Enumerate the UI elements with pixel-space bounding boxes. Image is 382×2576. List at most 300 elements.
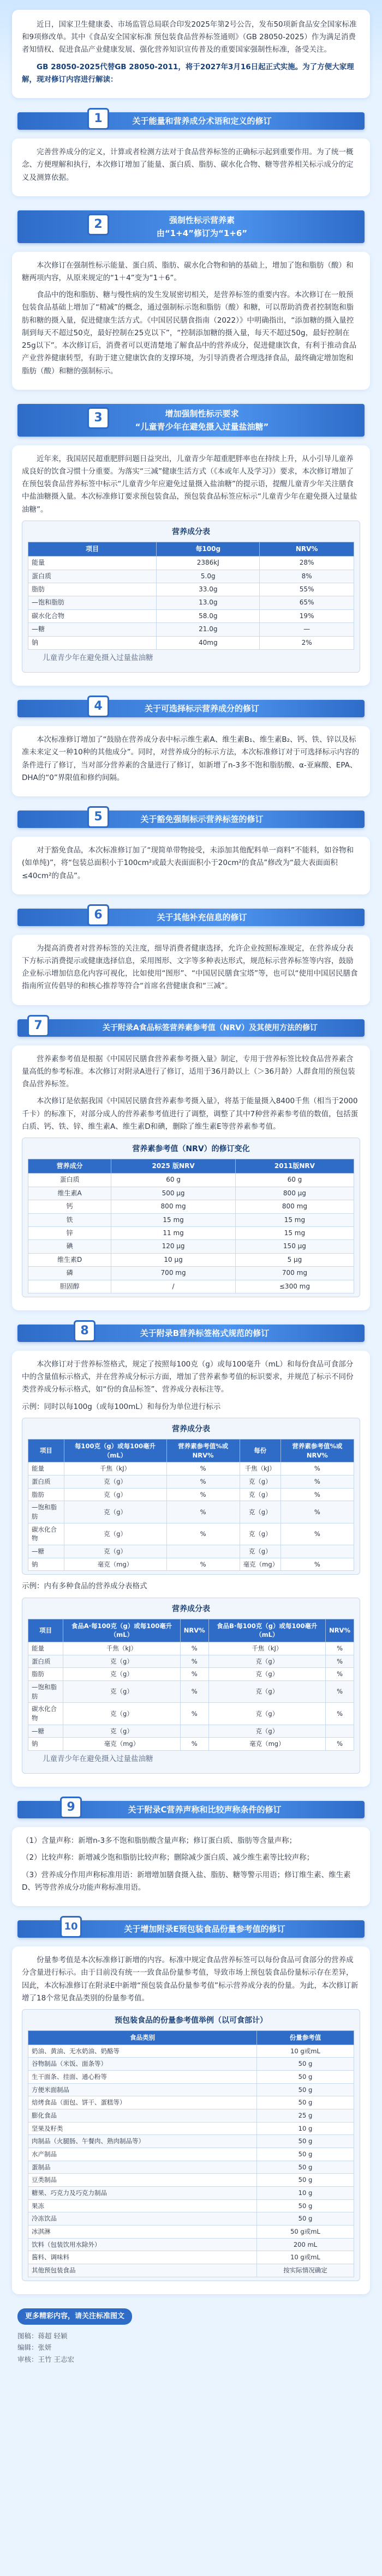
section-paragraph: 本次修订对于营养标签格式，规定了按照每100克（g）或每100毫升（mL）和每份食品可食部分中的含量值标示格式，并在营养成分标示方面，增加了营养素参考值的标识要求，并规范了标示不同份类营养成分标示格式，如“份的食品标签”、营养成分表标注等。 (22, 1359, 354, 1394)
table-row (28, 1523, 354, 1545)
table-header: 2011版NRV (235, 1159, 354, 1174)
table-row (28, 1267, 354, 1280)
section-paragraph: 为提高消费者对营养标签的关注度，细导消费者健康选择，允许企业按照标准规定，在营养成分表下方标示消费提示或健康选择信息，采用图形、文字等多种表达形式，规范标示营养标签等内容，鼓励企业标示增加信息化内容可视化，比如使用“图形”、“中国居民膳食宝塔”等，也可以“使用中国居民膳食指南所宣传倡导的和核心推荐等符合“首席名营健康食和“三减”。 (22, 944, 358, 991)
table-cell: 钠 (28, 636, 157, 649)
read-more-banner[interactable]: 更多精彩内容，请关注标准图文 (17, 2308, 132, 2325)
section-10-header (17, 1916, 365, 1941)
table-cell: 克（g） (208, 1680, 325, 1702)
table-row (28, 570, 354, 583)
table-cell: 维生素A (28, 1187, 111, 1200)
section-9-header (17, 1797, 365, 1822)
credit-line: 图稿：蒋超 轻颖 (17, 2332, 68, 2341)
table-cell: 奶油、黄油、无水奶油、奶酪等 (28, 2045, 257, 2058)
section-10-card (12, 1946, 370, 2294)
section-paragraph: 近年来，我国居民超重肥胖问题日益突出，儿童青少年超重肥胖率也在持续上升，从小引导儿童养成良好的饮食习惯十分重要。为落实“三减”健康生活方式（《本或年人及学习》）要求，本次修订增加了在预包装食品营养标签中标示“儿童青少年应避免过量摄入盐油糖”的提示语，提醒儿童青少年关注膳食中盐油糖摄入量。本次标准修订要求预包装食品，预包装食品标签应标示“儿童青少年在避免摄入过量盐油糖”。 (22, 454, 357, 514)
table-cell: 700 mg (235, 1267, 354, 1280)
table-cell: 10 μg (111, 1253, 236, 1266)
table-cell: 能量 (28, 1462, 64, 1476)
table-row (28, 1655, 354, 1668)
table-cell: 5.0g (157, 570, 260, 583)
table-header: 项目 (28, 1619, 63, 1642)
intro-highlight: GB 28050-2025代替GB 28050-2011，将于2027年3月16日起正式实施。为了方便大家理解，现对修订内容进行解读： (22, 62, 354, 84)
table-row (28, 2251, 354, 2264)
table-row (28, 2187, 354, 2200)
table-cell: 克（g） (240, 1523, 280, 1545)
table-cell: 200 mL (256, 2238, 354, 2251)
section-number: 7 (27, 1015, 49, 1037)
table-cell (180, 1725, 208, 1738)
table-cell: 8% (260, 570, 354, 583)
table-cell: 按实际情况确定 (256, 2264, 354, 2277)
table-header: 食品A·每100克（g）或每100毫升（mL） (63, 1619, 181, 1642)
table-row (28, 2174, 354, 2187)
table-row (28, 2199, 354, 2212)
table-cell: 克（g） (64, 1501, 166, 1523)
section-1-card (12, 138, 370, 196)
table-cell: — (260, 623, 354, 636)
table-cell: 蛋制品 (28, 2161, 257, 2174)
section-6-card (12, 935, 370, 1005)
table-cell: 焙烤食品（面包、饼干、蛋糕等） (28, 2096, 257, 2109)
table-cell: 克（g） (64, 1475, 166, 1488)
table-row (28, 583, 354, 596)
table-header: 2025 版NRV (111, 1159, 236, 1174)
table-cell: 克（g） (63, 1725, 181, 1738)
section-3-card (12, 445, 370, 686)
table-cell: 克（g） (240, 1475, 280, 1488)
footer (12, 2302, 370, 2371)
nrv-table (28, 1159, 354, 1293)
table-cell: 克（g） (64, 1488, 166, 1501)
section-9-card (12, 1827, 370, 1906)
table-cell: % (326, 1703, 354, 1725)
table-cell: 脂肪 (28, 1488, 64, 1501)
table-row (28, 2135, 354, 2148)
table-header: 份量参考值 (256, 2031, 354, 2045)
table-cell: % (180, 1655, 208, 1668)
table-row (28, 2109, 354, 2123)
table-row (28, 557, 354, 570)
table-cell: 坚果及籽类 (28, 2122, 257, 2135)
table-row (28, 1200, 354, 1213)
table-row (28, 1174, 354, 1187)
table-cell: 克（g） (240, 1545, 280, 1558)
table-header: 每100g (157, 542, 260, 556)
table-row (28, 2096, 354, 2109)
table-cell: % (166, 1501, 240, 1523)
table-cell: 13.0g (157, 596, 260, 609)
section-title: 关于附录C营养声称和比较声称条件的修订 (128, 1805, 282, 1815)
section-paragraph: （2）比较声称：新增减少饱和脂肪比较声称；删除减少蛋白质、减少维生素等比较声称； (22, 1853, 314, 1863)
table-title: 预包装食品的份量参考值举例（以可食部计） (115, 2016, 267, 2025)
table-cell: 谷物制品（米饭、面条等） (28, 2058, 257, 2071)
section-3-header (17, 400, 365, 440)
table-cell: 钠 (28, 1738, 63, 1751)
table-cell: 19% (260, 609, 354, 622)
format-example-table-2 (22, 1598, 360, 1774)
table-header: 每100克（g）或每100毫升（mL） (64, 1439, 166, 1462)
section-4-card (12, 726, 370, 796)
table-cell: 克（g） (208, 1703, 325, 1725)
section-5-header (17, 806, 365, 831)
table-row (28, 1545, 354, 1558)
table-cell: 毫克（mg） (208, 1738, 325, 1751)
table-cell: % (326, 1738, 354, 1751)
table-header: 每份 (240, 1439, 280, 1462)
table-cell: 碳水化合物 (28, 609, 157, 622)
table-cell: 毫克（mg） (240, 1558, 280, 1571)
table-cell: 饮料（包装饮用水除外） (28, 2238, 257, 2251)
table-cell: 15 mg (111, 1213, 236, 1226)
table-cell: % (180, 1642, 208, 1655)
table-cell: 克（g） (208, 1725, 325, 1738)
table-cell: 克（g） (240, 1501, 280, 1523)
section-title: 强制性标示营养素 由“1+4”修订为“1+6” (156, 215, 248, 238)
table-cell: 克（g） (63, 1668, 181, 1681)
table-cell: 50 g (256, 2199, 354, 2212)
table-cell: —糖 (28, 1545, 64, 1558)
section-paragraph: 本次标准修订增加了“鼓励在营养成分表中标示维生素A、维生素B₁、维生素B₂、钙、铁、锌以及标准未来定义一种10种的其他成分”。同时，对营养成分的标示方法，本次标准修订对于可选择标示内容的条件进行了修订，当对部分营养素的含量进行了修订，如新增了n-3多不饱和脂肪酸、α-亚麻酸、EPA、DHA的“0”界限值和修约间隔。 (22, 735, 360, 782)
table-cell: 50 g (256, 2058, 354, 2071)
table-cell: 脂肪 (28, 583, 157, 596)
table-row (28, 2045, 354, 2058)
section-8-header (17, 1320, 365, 1345)
section-2-card (12, 252, 370, 390)
table-cell: 酱料、调味料 (28, 2251, 257, 2264)
table-cell: 11 mg (111, 1226, 236, 1239)
table-header: 营养素参考值%或NRV% (280, 1439, 354, 1462)
table-cell: 33.0g (157, 583, 260, 596)
table-cell: 钠 (28, 1558, 64, 1571)
table-cell: % (280, 1558, 354, 1571)
table-cell: 磷 (28, 1267, 111, 1280)
table-header: 食品B·每100克（g）或每100毫升（mL） (208, 1619, 325, 1642)
table-cell: 10 g (256, 2122, 354, 2135)
table-row (28, 2238, 354, 2251)
table-cell: 冰淇淋 (28, 2226, 257, 2239)
table-row (28, 1253, 354, 1266)
table-cell: 钙 (28, 1200, 111, 1213)
format-example-table-1 (22, 1418, 360, 1575)
table-cell: 10 g或mL (256, 2045, 354, 2058)
table-title: 营养成分表 (172, 1604, 210, 1613)
table-cell: % (326, 1668, 354, 1681)
table-cell: % (180, 1738, 208, 1751)
table-cell: 60 g (111, 1174, 236, 1187)
section-number: 4 (87, 696, 109, 717)
section-paragraph: 份量参考值是本次标准修订新增的内容。标准中规定食品营养标签可以每份食品可食部分的营养成分含量进行标示。由于目前没有统一一致食品份量参考值，导致市场上预包装食品份量标示存在差异，因此，本次标准修订在附录E中新增“预包装食品份量参考值”标示营养成分表的份量。为此，本次修订新增了18个常见食品类别的份量参考值。 (22, 1956, 359, 2003)
table-cell: 碳水化合物 (28, 1523, 64, 1545)
table-cell: 蛋白质 (28, 570, 157, 583)
table-cell: 果冻 (28, 2199, 257, 2212)
table-header: NRV% (260, 542, 354, 556)
table-row (28, 1213, 354, 1226)
section-paragraph: （1）含量声称：新增n-3多不饱和脂肪酸含量声称；修订蛋白质、脂肪等含量声称； (22, 1836, 297, 1846)
table-cell: 55% (260, 583, 354, 596)
table-cell: 生干面条、挂面、通心粉等 (28, 2071, 257, 2084)
table-cell: 其他预包装食品 (28, 2264, 257, 2277)
section-7-card (12, 1045, 370, 1310)
table-cell: 脂肪 (28, 1668, 63, 1681)
table-cell: 2386kJ (157, 557, 260, 570)
table-cell: % (180, 1680, 208, 1702)
table-cell: % (326, 1642, 354, 1655)
section-paragraph: 营养素参考值是根据《中国居民膳食营养素参考摄入量》制定，专用于营养标签比较食品营养素含量高低的参考标准。本次修订对附录A进行了修订，适用于36月龄以上（＞36月龄）人群食用的预包装食品营养标签。 (22, 1054, 355, 1089)
intro-paragraph: 近日，国家卫生健康委、市场监管总局联合印发2025年第2号公告，发布50项新食品安全国家标准和9项修改单。其中《食品安全国家标准 预包装食品营养标签通则》（GB 28050-2025）作为满足消费者知情权、促进食品产业健康发展、强化营养知识宣传普及的重要国家强制性标准，备受关注。 (22, 20, 357, 55)
multi-food-nutrition-table (28, 1619, 354, 1751)
table-cell: 毫克（mg） (63, 1738, 181, 1751)
section-number: 6 (87, 904, 109, 926)
table-row (28, 1240, 354, 1253)
table-row (28, 1725, 354, 1738)
table-cell: 50 g (256, 2096, 354, 2109)
table-row (28, 1738, 354, 1751)
table-cell: 克（g） (208, 1668, 325, 1681)
section-5-card (12, 837, 370, 894)
table-cell: % (180, 1703, 208, 1725)
table-header: NRV% (180, 1619, 208, 1642)
table-cell: % (166, 1462, 240, 1476)
table-cell: 克（g） (63, 1655, 181, 1668)
table-header: 项目 (28, 1439, 64, 1462)
section-paragraph: 完善营养成分的定义，计算或者检测方法对于食品营养标签的正确标示起到重要作用。为了统一概念、方便理解和执行，本次修订增加了能量、蛋白质、脂肪、碳水化合物、糖等营养相关标示成分的定义及测算依据。 (22, 148, 354, 182)
table-row (28, 623, 354, 636)
table-cell: 800 mg (111, 1200, 236, 1213)
section-title: 关于附录A食品标签营养素参考值（NRV）及其使用方法的修订 (102, 1023, 318, 1032)
table-cell: 铁 (28, 1213, 111, 1226)
table-title: 营养成分表 (172, 1424, 210, 1434)
table-row (28, 609, 354, 622)
table-cell (280, 1545, 354, 1558)
table-cell: 千焦（kJ） (63, 1642, 181, 1655)
table-cell: —饱和脂肪 (28, 596, 157, 609)
table-title: 营养素参考值（NRV）的修订变化 (132, 1144, 250, 1153)
section-title: 关于附录B营养标签格式规范的修订 (140, 1328, 270, 1338)
section-title: 关于可选择标示营养成分的修订 (144, 704, 259, 714)
table-cell: % (180, 1668, 208, 1681)
table-row (28, 2083, 354, 2096)
table-header: 项目 (28, 542, 157, 556)
table-cell: 5 μg (235, 1253, 354, 1266)
section-number: 2 (87, 214, 109, 235)
table-title: 营养成分表 (172, 527, 210, 536)
table-cell: 50 g (256, 2212, 354, 2226)
section-number: 3 (87, 407, 109, 429)
table-cell: / (111, 1280, 236, 1293)
table-header: 营养成分 (28, 1159, 111, 1174)
table-row (28, 2122, 354, 2135)
section-1-header (17, 108, 365, 133)
table-row (28, 1501, 354, 1523)
table-row (28, 1187, 354, 1200)
section-number: 8 (74, 1320, 96, 1342)
credit-line: 审核：王竹 王志宏 (17, 2355, 74, 2363)
table-cell: 60 g (235, 1174, 354, 1187)
table-cell: 克（g） (63, 1680, 181, 1702)
table-cell: 克（g） (64, 1545, 166, 1558)
table-cell: 肉制品（火腿肠、午餐肉、熟肉制品等） (28, 2135, 257, 2148)
table-cell: 700 mg (111, 1267, 236, 1280)
table-cell: 蛋白质 (28, 1475, 64, 1488)
section-title: 增加强制性标示要求 “儿童青少年在避免摄入过量盐油糖” (135, 408, 269, 432)
nrv-change-table (22, 1138, 360, 1297)
table-cell: 豆类制品 (28, 2174, 257, 2187)
table-row (28, 1462, 354, 1476)
serving-size-table (22, 2009, 360, 2281)
table-cell: 800 mg (235, 1200, 354, 1213)
table-row (28, 1680, 354, 1702)
table-cell: 千焦（kJ） (208, 1642, 325, 1655)
table-cell: 50 g (256, 2174, 354, 2187)
table-cell: 锌 (28, 1226, 111, 1239)
nutrition-format-table (28, 1439, 354, 1571)
section-title: 关于增加附录E预包装食品份量参考值的修订 (124, 1924, 285, 1934)
nutrition-facts-table (28, 542, 354, 650)
table-cell: 蛋白质 (28, 1655, 63, 1668)
table-cell: % (326, 1655, 354, 1668)
table-cell: 方便米面制品 (28, 2083, 257, 2096)
table-row (28, 1703, 354, 1725)
section-number: 9 (60, 1797, 82, 1818)
table-cell: 15 mg (235, 1226, 354, 1239)
example-label: 示例：内有多种食品的营养成分表格式 (22, 1582, 147, 1591)
table-cell: 150 μg (235, 1240, 354, 1253)
table-cell: % (280, 1523, 354, 1545)
table-cell: —糖 (28, 623, 157, 636)
table-row (28, 1668, 354, 1681)
table-row (28, 1226, 354, 1239)
table-cell: 2% (260, 636, 354, 649)
table-row (28, 1280, 354, 1293)
table-cell: 50 g (256, 2071, 354, 2084)
table-cell: % (166, 1523, 240, 1545)
table-cell: —饱和脂肪 (28, 1680, 63, 1702)
example-label: 示例：同时以每100g（或每100mL）和每份为单位进行标示 (22, 1402, 221, 1411)
table-cell: 碘 (28, 1240, 111, 1253)
table-row (28, 636, 354, 649)
table-cell: ≤300 mg (235, 1280, 354, 1293)
table-cell: 冷冻饮品 (28, 2212, 257, 2226)
section-number: 5 (87, 806, 109, 828)
table-note: 儿童青少年在避免摄入过量盐油糖 (43, 1754, 153, 1763)
table-header: NRV% (326, 1619, 354, 1642)
table-cell: 58.0g (157, 609, 260, 622)
section-title: 关于其他补充信息的修订 (157, 912, 247, 922)
table-cell: 维生素D (28, 1253, 111, 1266)
serving-reference-table (28, 2030, 354, 2277)
section-paragraph: 本次修订是依据我国《中国居民膳食营养素参考摄入量》，将基于能量摄入8400千焦（相当于2000千卡）的标准下，对部分成人的营养素参考值进行了调整，调整了其中7种营养素参考值的数值，包括蛋白质、钙、铁、锌、维生素A、维生素D和碘，删除了维生素E等营养素参考值。 (22, 1097, 359, 1131)
table-row (28, 2148, 354, 2161)
table-cell: % (280, 1488, 354, 1501)
credit-line: 编辑：张妍 (17, 2343, 52, 2352)
table-cell: % (166, 1475, 240, 1488)
table-cell: 能量 (28, 557, 157, 570)
table-cell: % (166, 1558, 240, 1571)
table-cell: 50 g或mL (256, 2226, 354, 2239)
section-title: 关于豁免强制标示营养标签的修订 (140, 814, 264, 825)
table-row (28, 2071, 354, 2084)
table-cell: 500 μg (111, 1187, 236, 1200)
table-cell: 15 mg (235, 1213, 354, 1226)
table-cell: 蛋白质 (28, 1174, 111, 1187)
table-cell: 克（g） (240, 1488, 280, 1501)
table-row (28, 1642, 354, 1655)
table-cell: 40mg (157, 636, 260, 649)
table-cell: —糖 (28, 1725, 63, 1738)
table-cell: 65% (260, 596, 354, 609)
table-cell: 克（g） (64, 1523, 166, 1545)
section-paragraph: 对于豁免食品，本次标准修订加了“现简单带物接受，未添加其他配料单一商料”不能料，如谷物和(如单纯)”，将“包装总面积小于100cm²或最大表面面积小于20cm²的食品”修改为“最大表面面积≤40cm²的食品”。 (22, 846, 354, 880)
table-cell: % (280, 1501, 354, 1523)
table-cell: 25 g (256, 2109, 354, 2123)
table-row (28, 596, 354, 609)
table-cell: 50 g (256, 2161, 354, 2174)
table-cell: 毫克（mg） (64, 1558, 166, 1571)
table-row (28, 1488, 354, 1501)
table-cell: 碳水化合物 (28, 1703, 63, 1725)
table-row (28, 2161, 354, 2174)
table-cell: 水产制品 (28, 2148, 257, 2161)
section-6-header (17, 904, 365, 929)
nutrition-table-example (22, 521, 360, 673)
table-cell: % (326, 1680, 354, 1702)
section-7-header (17, 1015, 365, 1040)
table-cell: % (280, 1462, 354, 1476)
table-cell: % (166, 1488, 240, 1501)
table-row (28, 1475, 354, 1488)
table-cell: 28% (260, 557, 354, 570)
section-number: 10 (60, 1916, 82, 1938)
table-cell: 千焦（kJ） (64, 1462, 166, 1476)
table-header: 食品类别 (28, 2031, 257, 2045)
table-row (28, 1558, 354, 1571)
table-cell: 120 μg (111, 1240, 236, 1253)
table-cell (166, 1545, 240, 1558)
table-cell: 胆固醇 (28, 1280, 111, 1293)
table-cell: 50 g (256, 2083, 354, 2096)
table-cell: —饱和脂肪 (28, 1501, 64, 1523)
table-cell: 克（g） (63, 1703, 181, 1725)
table-cell: % (280, 1475, 354, 1488)
table-row (28, 2226, 354, 2239)
section-4-header (17, 696, 365, 721)
table-row (28, 2264, 354, 2277)
section-paragraph: （3）营养成分作用声称标准用语：新增增加膳食摄入盐、脂肪、糖等警示用语；修订维生素、维生素D、钙等营养成分功能声称标准用语。 (22, 1870, 351, 1892)
table-cell: 糖果、巧克力及巧克力制品 (28, 2187, 257, 2200)
table-note: 儿童青少年在避免摄入过量盐油糖 (43, 654, 153, 663)
section-8-card (12, 1351, 370, 1787)
table-header: 营养素参考值%或NRV% (166, 1439, 240, 1462)
table-cell: 克（g） (208, 1655, 325, 1668)
table-cell: 10 g或mL (256, 2251, 354, 2264)
section-2-header (17, 206, 365, 246)
table-cell: 千焦（kJ） (240, 1462, 280, 1476)
table-cell: 50 g (256, 2148, 354, 2161)
table-cell: 膨化食品 (28, 2109, 257, 2123)
table-cell: 50 g (256, 2135, 354, 2148)
section-number: 1 (87, 108, 109, 130)
table-cell: 800 μg (235, 1187, 354, 1200)
table-cell: 21.0g (157, 623, 260, 636)
table-cell: 能量 (28, 1642, 63, 1655)
table-cell (326, 1725, 354, 1738)
section-paragraph: 食品中的饱和脂肪、糖与慢性病的发生发展密切相关，是营养标签的重要内容。本次修订在一般预包装食品基础上增加了“精减”的概念，通过强制标示饱和脂肪（酸）和糖，可以帮助消费者控制饱和脂肪和糖的摄入量，促进健康生活方式。《中国居民膳食指南（2022）》中明确指出，“添加糖的摄入量控制到每天不超过50克，最好控制在25克以下”，“控制添加糖的摄入量，每天不超过50g，最好控制在25g以下”。本次修订后，消费者可以更清楚地了解食品中的营养成分，促进健康饮食，有利于推动食品产业营养健康转型，有助于建立健康饮食的支撑环境，为引导消费者合理选择食品，最终确定增加饱和脂肪（酸）和糖的强制标示。 (22, 291, 357, 376)
section-title: 关于能量和营养成分术语和定义的修订 (132, 116, 272, 126)
section-paragraph: 本次修订在强制性标示能量、蛋白质、脂肪、碳水化合物和钠的基础上，增加了饱和脂肪（酸）和糖两项内容，从原来规定的“1＋4”变为“1＋6”。 (22, 261, 354, 282)
intro-card (12, 10, 370, 98)
table-row (28, 2058, 354, 2071)
table-cell: 10 g (256, 2187, 354, 2200)
